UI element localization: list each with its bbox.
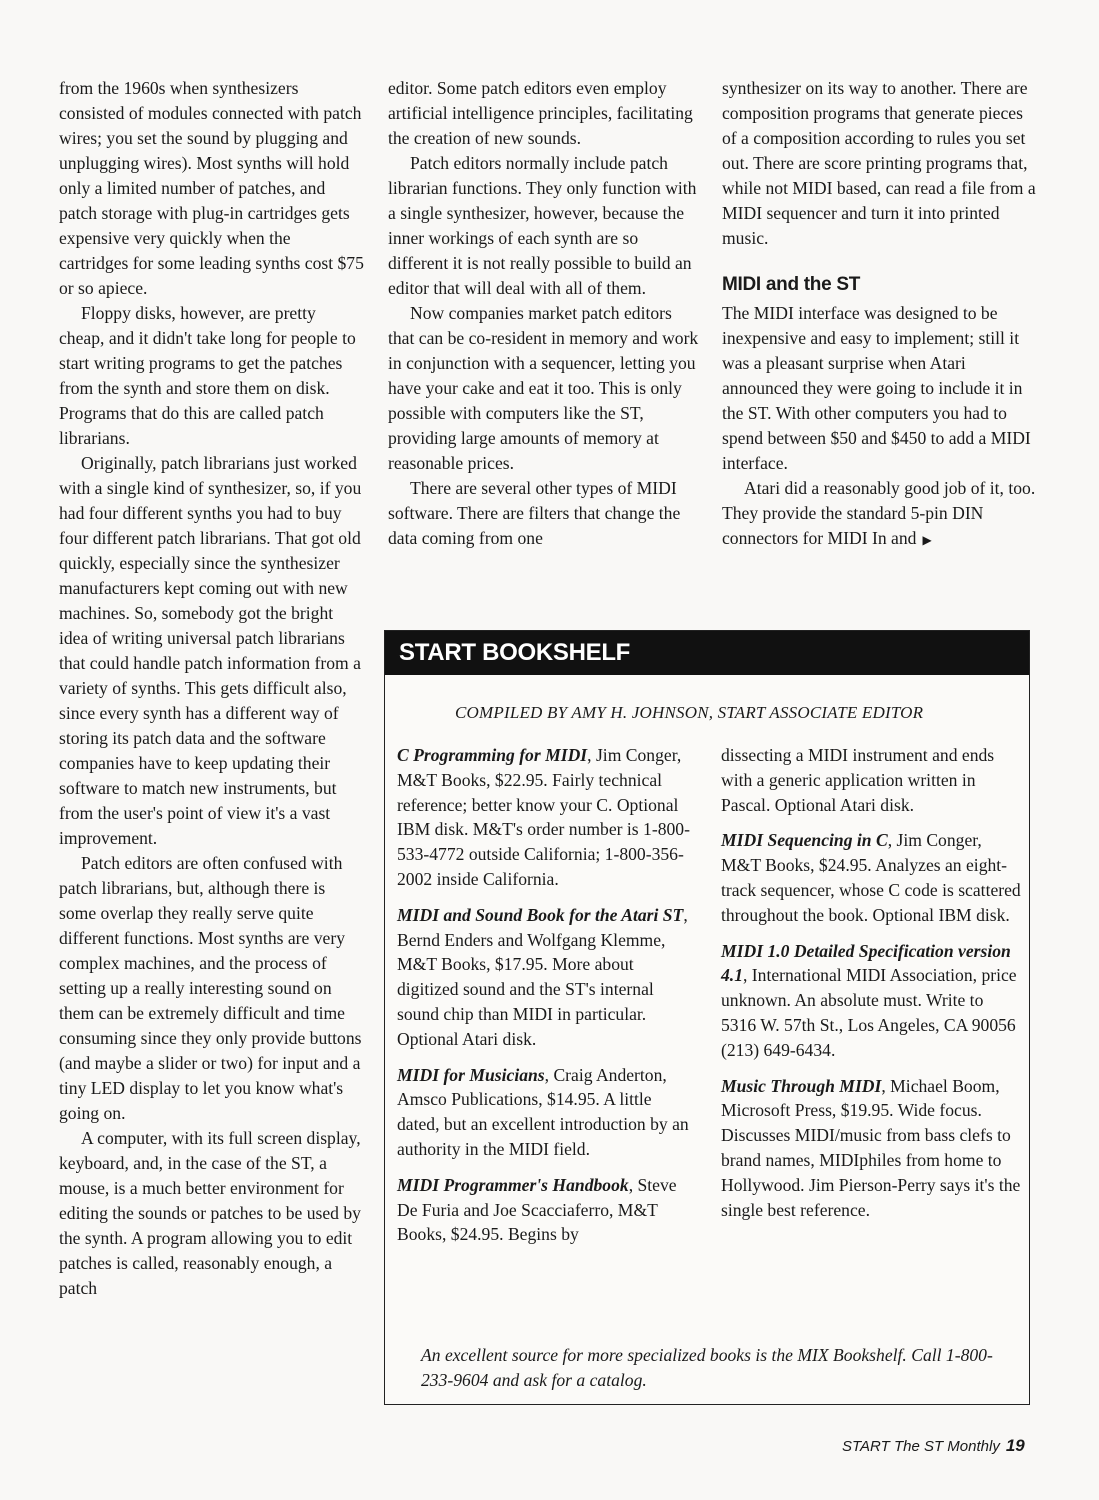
paragraph: synthesizer on its way to another. There are composition programs that generate pieces of a composition according to rules you set out. There are score printing programs that, while not MIDI based, can read a file from a MIDI sequencer and turn it into printed music. bbox=[722, 78, 1036, 248]
paragraph bbox=[722, 476, 1037, 553]
paragraph: There are several other types of MIDI software. There are filters that change the data coming from one bbox=[388, 478, 681, 548]
book-title: C Programming for MIDI bbox=[397, 745, 588, 765]
paragraph-text: Atari did a reasonably good job of it, too. They provide the standard 5-pin DIN connectors for MIDI In and bbox=[722, 478, 1036, 548]
book-entry bbox=[397, 743, 697, 892]
book-title: MIDI for Musicians bbox=[397, 1064, 545, 1085]
book-title: MIDI 1.0 Detailed Specification version 4.1 bbox=[721, 940, 1011, 986]
paragraph: Floppy disks, however, are pretty cheap, and it didn't take long for people to start writing programs to get the patches from the synth and store them on disk. Programs that do this are called patch librarians. bbox=[59, 303, 356, 448]
paragraph: Patch editors are often confused with patch librarians, but, although there is some overlap they really serve quite different functions. Most synths are very complex machines, and the process of setting up a really interesting sound on them can be extremely difficult and time consuming since they only provide buttons (and maybe a slider or two) for input and a tiny LED display to let you know what's going on. bbox=[59, 853, 362, 1123]
paragraph: Originally, patch librarians just worked with a single kind of synthesizer, so, if you had four different synths you had to buy four different patch librarians. That got old quickly, especially since the synthesizer manufacturers kept coming out with new machines. So, somebody got the bright idea of writing universal patch librarians that could handle patch information from a variety of synths. This gets difficult also, since every synth has a different way of storing its patch data and the software companies have to keep updating their software to match new instruments, but from the user's point of view it's a vast improvement. bbox=[59, 453, 362, 848]
paragraph: editor. Some patch editors even employ artificial intelligence principles, facilitating the creation of new sounds. bbox=[388, 78, 693, 148]
book-description: , International MIDI Association, price unknown. An absolute must. Write to 5316 W. 57th St., Los Angeles, CA 90056 (213) 649-6434. bbox=[721, 965, 1017, 1060]
book-description: , Michael Boom, Microsoft Press, $19.95. Wide focus. Discusses MIDI/music from bass clefs to brand names, MIDIphiles from home to Hollywood. Jim Pierson-Perry says it's the single best reference. bbox=[721, 1075, 1021, 1220]
book-entry bbox=[721, 743, 1021, 817]
book-entry bbox=[721, 828, 1021, 927]
publication-name: START The ST Monthly bbox=[842, 1438, 1000, 1455]
article-column-2 bbox=[388, 76, 700, 551]
article-column-3 bbox=[722, 76, 1037, 553]
bookshelf-sidebar bbox=[384, 630, 1030, 1405]
book-description: , Bernd Enders and Wolfgang Klemme, M&T Books, $17.95. More about digitized sound and the ST's internal sound chip than MIDI in particular. Optional Atari disk. bbox=[397, 904, 688, 1049]
book-title: MIDI Sequencing in C bbox=[721, 830, 888, 851]
continue-arrow-icon: ▶ bbox=[922, 533, 932, 547]
book-description: , Jim Conger, M&T Books, $24.95. Analyzes an eight-track sequencer, whose C code is scattered throughout the book. Optional IBM disk. bbox=[721, 830, 1021, 925]
book-entry bbox=[397, 1063, 697, 1162]
book-description: , Jim Conger, M&T Books, $22.95. Fairly technical reference; better know your C. Optional IBM disk. M&T's order number is 1-800-533-4772 outside California; 1-800-356-2002 inside California. bbox=[397, 745, 690, 889]
book-title: MIDI Programmer's Handbook bbox=[397, 1174, 629, 1195]
book-title: Music Through MIDI bbox=[721, 1075, 882, 1096]
book-description: dissecting a MIDI instrument and ends with a generic application written in Pascal. Optional Atari disk. bbox=[721, 745, 995, 815]
bookshelf-column-2 bbox=[721, 743, 1021, 1233]
article-column-1 bbox=[59, 76, 364, 1301]
compiled-by-credit: COMPILED BY AMY H. JOHNSON, START ASSOCIATE EDITOR bbox=[455, 703, 924, 722]
book-title: MIDI and Sound Book for the Atari ST bbox=[397, 904, 684, 925]
book-entry bbox=[721, 939, 1021, 1063]
book-description: , Craig Anderton, Amsco Publications, $14.95. A little dated, but an excellent introduction by an authority in the MIDI field. bbox=[397, 1064, 689, 1159]
sidebar-header-bar bbox=[385, 631, 1029, 675]
sidebar-title: START BOOKSHELF bbox=[399, 639, 631, 666]
book-entry bbox=[397, 903, 697, 1052]
paragraph: Now companies market patch editors that can be co-resident in memory and work in conjunction with a sequencer, letting you have your cake and eat it too. This is only possible with computers like the ST, providing large amounts of memory at reasonable prices. bbox=[388, 303, 699, 473]
paragraph: The MIDI interface was designed to be inexpensive and easy to implement; still it was a pleasant surprise when Atari announced they were going to include it in the ST. With other computers you had to spend between $50 and $450 to add a MIDI interface. bbox=[722, 303, 1031, 473]
section-heading: MIDI and the ST bbox=[722, 274, 861, 295]
paragraph: A computer, with its full screen display, keyboard, and, in the case of the ST, a mouse, is a much better environment for editing the sounds or patches to be used by the synth. A program allowing you to edit patches is called, reasonably enough, a patch bbox=[59, 1128, 361, 1298]
book-entry bbox=[397, 1173, 697, 1247]
page-footer bbox=[842, 1436, 1025, 1456]
bookshelf-column-1 bbox=[397, 743, 697, 1258]
catalog-note: An excellent source for more specialized books is the MIX Bookshelf. Call 1-800-233-9604 and ask for a catalog. bbox=[421, 1345, 993, 1390]
book-entry bbox=[721, 1074, 1021, 1223]
paragraph: Patch editors normally include patch librarian functions. They only function with a single synthesizer, however, because the inner workings of each synth are so different it is not really possible to build an editor that will deal with all of them. bbox=[388, 153, 697, 298]
page-number: 19 bbox=[1005, 1436, 1025, 1455]
book-description: , Steve De Furia and Joe Scacciaferro, M&T Books, $24.95. Begins by bbox=[397, 1174, 677, 1245]
paragraph: from the 1960s when synthesizers consisted of modules connected with patch wires; you set the sound by plugging and unplugging wires). Most synths will hold only a limited number of patches, and patch storage with plug-in cartridges gets expensive very quickly when the cartridges for some leading synths cost $75 or so apiece. bbox=[59, 78, 364, 298]
